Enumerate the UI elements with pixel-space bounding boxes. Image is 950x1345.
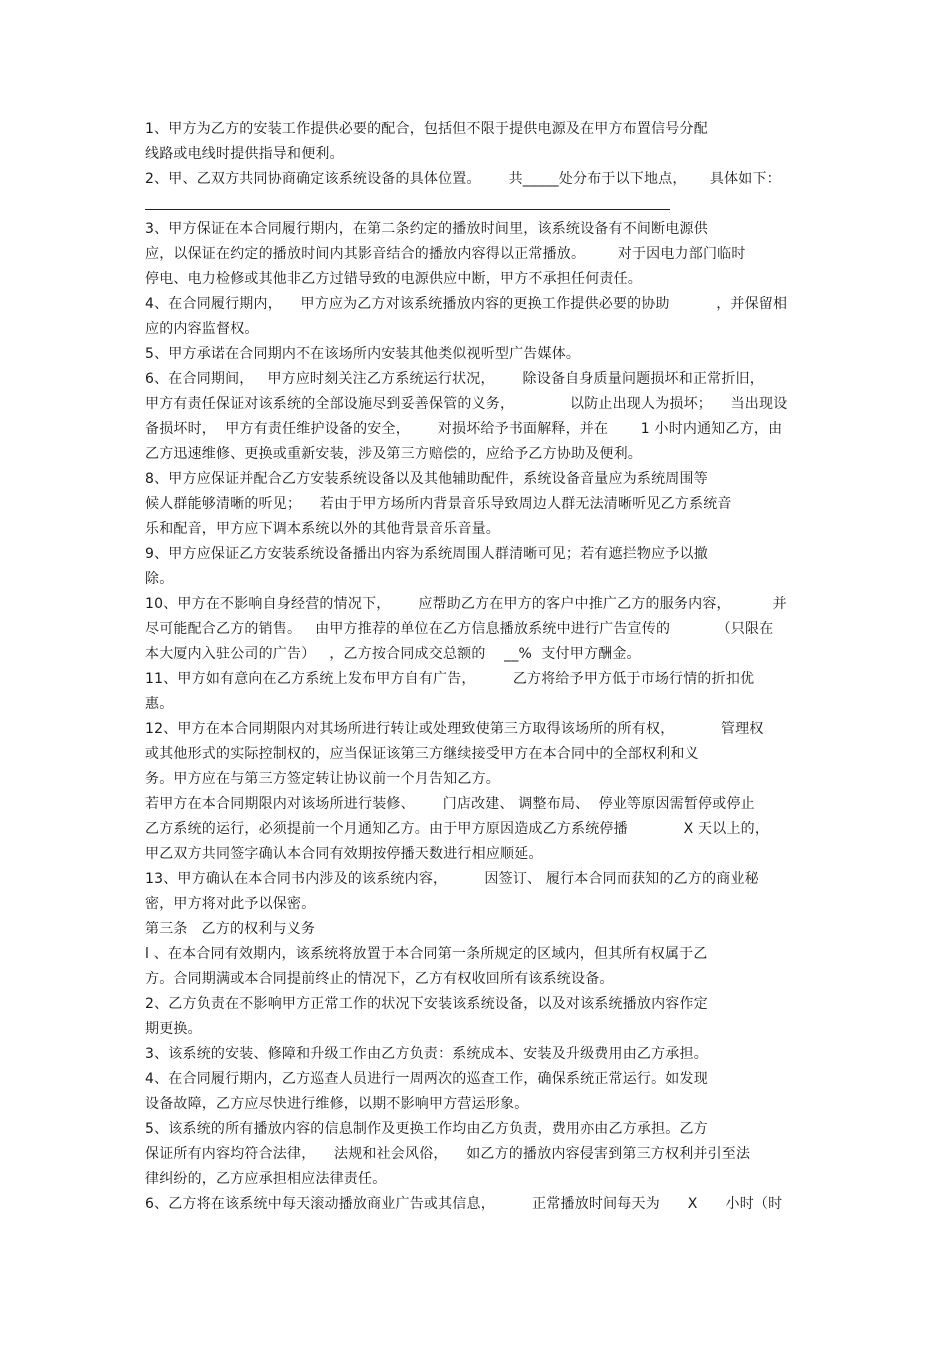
text-line: 5、该系统的所有播放内容的信息制作及更换工作均由乙方负责，费用亦由乙方承担。乙方 [145, 1121, 708, 1137]
text-line: 4、在合同履行期内， 甲方应为乙方对该系统播放内容的更换工作提供必要的协助 ，并保留相 [145, 296, 788, 312]
text-line: 设备故障，乙方应尽快进行维修，以期不影响甲方营运形象。 [145, 1096, 529, 1112]
text-line: 13、甲方确认在本合同书内涉及的该系统内容， 因签订、 履行本合同而获知的乙方的商业秘 [145, 871, 759, 887]
text-line: 乐和配音，甲方应下调本系统以外的其他背景音乐音量。 [145, 521, 500, 537]
text-line: 3、该系统的安装、修障和升级工作由乙方负责：系统成本、安装及升级费用由乙方承担。 [145, 1046, 708, 1062]
text-line: 应，以保证在约定的播放时间内其影音结合的播放内容得以正常播放。 对于因电力部门临时 [145, 246, 746, 262]
text-line: 乙方系统的运行，必须提前一个月通知乙方。由于甲方原因造成乙方系统停播 X 天以上的， [145, 821, 770, 837]
text-line: 2、甲、乙双方共同协商确定该系统设备的具体位置。 共_____处分布于以下地点， 具体如下： [145, 171, 781, 187]
text-line: 应的内容监督权。 [145, 321, 259, 337]
text-line: 1、甲方为乙方的安装工作提供必要的配合，包括但不限于提供电源及在甲方布置信号分配 [145, 121, 708, 137]
text-line: 本大厦内入驻公司的广告） ，乙方按合同成交总额的 __% 支付甲方酬金。 [145, 646, 641, 662]
text-line: 候人群能够清晰的听见； 若由于甲方场所内背景音乐导致周边人群无法清晰听见乙方系统音 [145, 496, 732, 512]
text-line: 11、甲方如有意向在乙方系统上发布甲方自有广告， 乙方将给予甲方低于市场行情的折扣优 [145, 671, 755, 687]
text-line: 惠。 [145, 696, 174, 712]
text-line: 密，甲方将对此予以保密。 [145, 896, 316, 912]
text-line: 线路或电线时提供指导和便利。 [145, 146, 344, 162]
text-line: 期更换。 [145, 1021, 202, 1037]
text-line: 4、在合同履行期内，乙方巡查人员进行一周两次的巡查工作，确保系统正常运行。如发现 [145, 1071, 708, 1087]
text-line: 方。合同期满或本合同提前终止的情况下，乙方有权收回所有该系统设备。 [145, 971, 614, 987]
text-line: 第三条 乙方的权利与义务 [145, 921, 316, 937]
text-line: 甲乙双方共同签字确认本合同有效期按停播天数进行相应顺延。 [145, 846, 543, 862]
text-line: 尽可能配合乙方的销售。 由甲方推荐的单位在乙方信息播放系统中进行广告宣传的 （只限在 [145, 621, 774, 637]
fill-in-blank-line [145, 209, 670, 210]
text-line: 停电、电力检修或其他非乙方过错导致的电源供应中断，甲方不承担任何责任。 [145, 271, 642, 287]
text-line: 12、甲方在本合同期限内对其场所进行转让或处理致使第三方取得该场所的所有权， 管理权 [145, 721, 764, 737]
text-line: 8、甲方应保证并配合乙方安装系统设备以及其他辅助配件，系统设备音量应为系统周围等 [145, 471, 708, 487]
text-line: 甲方有责任保证对该系统的全部设施尽到妥善保管的义务， 以防止出现人为损坏； 当出现设 [145, 396, 788, 412]
text-line: 10、甲方在不影响自身经营的情况下， 应帮助乙方在甲方的客户中推广乙方的服务内容， 并 [145, 596, 787, 612]
text-line: 3、甲方保证在本合同履行期内，在第二条约定的播放时间里，该系统设备有不间断电源供 [145, 221, 708, 237]
text-line: 除。 [145, 571, 174, 587]
text-line: l 、在本合同有效期内，该系统将放置于本合同第一条所规定的区域内，但其所有权属于乙 [145, 946, 708, 962]
text-line: 或其他形式的实际控制权的，应当保证该第三方继续接受甲方在本合同中的全部权利和义 [145, 746, 699, 762]
text-line: 保证所有内容均符合法律， 法规和社会风俗， 如乙方的播放内容侵害到第三方权利并引至法 [145, 1146, 751, 1162]
text-line: 乙方迅速维修、更换或重新安装，涉及第三方赔偿的，应给予乙方协助及便利。 [145, 446, 642, 462]
text-line: 备损坏时， 甲方有责任维护设备的安全， 对损坏给予书面解释，并在 1 小时内通知乙方，由 [145, 421, 783, 437]
text-line: 6、乙方将在该系统中每天滚动播放商业广告或其信息， 正常播放时间每天为 X 小时（时 [145, 1196, 783, 1212]
text-line: 2、乙方负责在不影响甲方正常工作的状况下安装该系统设备，以及对该系统播放内容作定 [145, 996, 708, 1012]
text-line: 务。甲方应在与第三方签定转让协议前一个月告知乙方。 [145, 771, 500, 787]
text-line: 5、甲方承诺在合同期内不在该场所内安装其他类似视听型广告媒体。 [145, 346, 581, 362]
text-line: 律纠纷的，乙方应承担相应法律责任。 [145, 1171, 387, 1187]
text-line: 9、甲方应保证乙方安装系统设备播出内容为系统周围人群清晰可见；若有遮拦物应予以撤 [145, 546, 708, 562]
text-line: 6、在合同期间， 甲方应时刻关注乙方系统运行状况， 除设备自身质量问题损坏和正常折旧， [145, 371, 764, 387]
text-line: 若甲方在本合同期限内对该场所进行装修、 门店改建、 调整布局、 停业等原因需暂停或停止 [145, 796, 755, 812]
